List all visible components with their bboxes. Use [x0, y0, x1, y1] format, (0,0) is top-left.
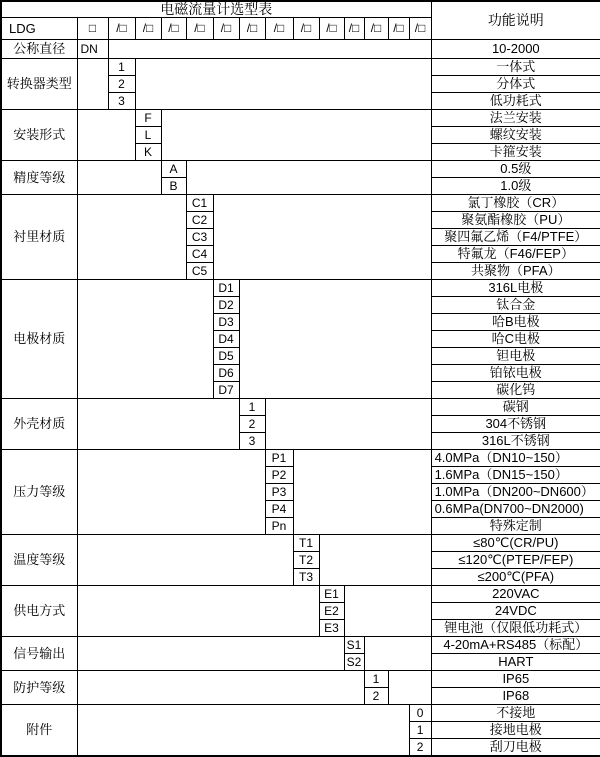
pressure-rating-code: P2 — [265, 467, 293, 484]
electrode-material-desc: 哈B电极 — [431, 314, 600, 331]
power-supply-desc: 24VDC — [431, 603, 600, 620]
model-slot-box-3: /□ — [161, 18, 186, 40]
empty-cell — [239, 348, 431, 365]
empty-cell — [77, 331, 213, 348]
empty-cell — [77, 263, 186, 280]
empty-cell — [213, 195, 431, 212]
liner-material-code: C1 — [186, 195, 213, 212]
empty-cell — [213, 229, 431, 246]
pressure-rating-code: P1 — [265, 450, 293, 467]
empty-cell — [108, 40, 431, 59]
temperature-rating-code: T2 — [293, 552, 319, 569]
row-label-liner-material: 衬里材质 — [1, 195, 77, 280]
model-slot-box-9: /□ — [319, 18, 344, 40]
empty-cell — [77, 297, 213, 314]
empty-cell — [213, 263, 431, 280]
empty-cell — [293, 501, 431, 518]
transducer-type-desc: 一体式 — [431, 59, 600, 76]
empty-cell — [77, 467, 265, 484]
liner-material-desc: 聚氨酯橡胶（PU） — [431, 212, 600, 229]
pressure-rating-code: P3 — [265, 484, 293, 501]
model-slot-box-7: /□ — [265, 18, 293, 40]
empty-cell — [265, 433, 431, 450]
empty-cell — [364, 637, 431, 654]
pressure-rating-desc: 1.0MPa（DN200~DN600） — [431, 484, 600, 501]
transducer-type-desc: 低功耗式 — [431, 93, 600, 110]
row-label-accuracy-class: 精度等级 — [1, 161, 77, 195]
transducer-type-code: 1 — [108, 59, 135, 76]
liner-material-code: C3 — [186, 229, 213, 246]
model-prefix-ldg: LDG — [1, 18, 77, 40]
empty-cell — [319, 552, 431, 569]
empty-cell — [77, 552, 293, 569]
empty-cell — [239, 382, 431, 399]
empty-cell — [161, 144, 431, 161]
accuracy-class-code: B — [161, 178, 186, 195]
electrode-material-code: D6 — [213, 365, 239, 382]
signal-output-code: S1 — [344, 637, 364, 654]
electrode-material-desc: 316L电极 — [431, 280, 600, 297]
protection-class-desc: IP65 — [431, 671, 600, 688]
empty-cell — [77, 671, 364, 688]
empty-cell — [135, 76, 431, 93]
power-supply-code: E1 — [319, 586, 344, 603]
empty-cell — [239, 331, 431, 348]
electrode-material-desc: 钛合金 — [431, 297, 600, 314]
pressure-rating-code: Pn — [265, 518, 293, 535]
empty-cell — [77, 280, 213, 297]
accessories-desc: 刮刀电极 — [431, 739, 600, 757]
model-first-slot-box: □ — [77, 18, 108, 40]
row-label-nominal-diameter: 公称直径 — [1, 40, 77, 59]
accessories-code: 0 — [409, 705, 431, 722]
temperature-rating-code: T3 — [293, 569, 319, 586]
row-label-electrode-material: 电极材质 — [1, 280, 77, 399]
row-label-protection-class: 防护等级 — [1, 671, 77, 705]
installation-type-desc: 法兰安装 — [431, 110, 600, 127]
nominal-diameter-desc: 10-2000 — [431, 40, 600, 59]
empty-cell — [77, 229, 186, 246]
pressure-rating-desc: 特殊定制 — [431, 518, 600, 535]
empty-cell — [364, 654, 431, 671]
empty-cell — [265, 416, 431, 433]
empty-cell — [77, 450, 265, 467]
electrode-material-code: D3 — [213, 314, 239, 331]
pressure-rating-desc: 4.0MPa（DN10~150） — [431, 450, 600, 467]
accuracy-class-code: A — [161, 161, 186, 178]
housing-material-code: 2 — [239, 416, 265, 433]
protection-class-desc: IP68 — [431, 688, 600, 705]
electrode-material-desc: 钽电极 — [431, 348, 600, 365]
empty-cell — [77, 59, 108, 76]
empty-cell — [239, 297, 431, 314]
function-column-header: 功能说明 — [431, 1, 600, 40]
row-label-temperature-rating: 温度等级 — [1, 535, 77, 586]
empty-cell — [77, 399, 239, 416]
temperature-rating-code: T1 — [293, 535, 319, 552]
empty-cell — [344, 586, 431, 603]
empty-cell — [77, 195, 186, 212]
empty-cell — [186, 161, 431, 178]
temperature-rating-desc: ≤80℃(CR/PU) — [431, 535, 600, 552]
temperature-rating-desc: ≤120℃(PTEP/FEP) — [431, 552, 600, 569]
liner-material-code: C2 — [186, 212, 213, 229]
signal-output-code: S2 — [344, 654, 364, 671]
empty-cell — [265, 399, 431, 416]
housing-material-desc: 碳钢 — [431, 399, 600, 416]
power-supply-code: E2 — [319, 603, 344, 620]
empty-cell — [77, 178, 161, 195]
empty-cell — [77, 314, 213, 331]
empty-cell — [77, 518, 265, 535]
empty-cell — [293, 450, 431, 467]
empty-cell — [77, 382, 213, 399]
signal-output-desc: 4-20mA+RS485（标配） — [431, 637, 600, 654]
empty-cell — [388, 671, 431, 688]
liner-material-desc: 共聚物（PFA） — [431, 263, 600, 280]
accessories-code: 2 — [409, 739, 431, 757]
empty-cell — [77, 654, 344, 671]
empty-cell — [319, 535, 431, 552]
empty-cell — [77, 76, 108, 93]
housing-material-code: 3 — [239, 433, 265, 450]
liner-material-desc: 聚四氟乙烯（F4/PTFE） — [431, 229, 600, 246]
empty-cell — [77, 688, 364, 705]
model-slot-box-10: /□ — [344, 18, 364, 40]
empty-cell — [388, 688, 431, 705]
empty-cell — [344, 620, 431, 637]
empty-cell — [77, 705, 409, 722]
empty-cell — [239, 365, 431, 382]
transducer-type-code: 2 — [108, 76, 135, 93]
installation-type-code: L — [135, 127, 161, 144]
empty-cell — [213, 246, 431, 263]
empty-cell — [77, 416, 239, 433]
empty-cell — [293, 518, 431, 535]
empty-cell — [77, 127, 135, 144]
empty-cell — [293, 467, 431, 484]
empty-cell — [77, 620, 319, 637]
accessories-desc: 接地电极 — [431, 722, 600, 739]
model-slot-box-13: /□ — [409, 18, 431, 40]
empty-cell — [239, 280, 431, 297]
electrode-material-desc: 铂铱电极 — [431, 365, 600, 382]
empty-cell — [77, 535, 293, 552]
model-slot-box-5: /□ — [213, 18, 239, 40]
model-slot-box-8: /□ — [293, 18, 319, 40]
empty-cell — [77, 110, 135, 127]
accessories-desc: 不接地 — [431, 705, 600, 722]
pressure-rating-code: P4 — [265, 501, 293, 518]
empty-cell — [239, 314, 431, 331]
empty-cell — [135, 93, 431, 110]
model-slot-box-6: /□ — [239, 18, 265, 40]
power-supply-desc: 220VAC — [431, 586, 600, 603]
model-slot-box-4: /□ — [186, 18, 213, 40]
liner-material-code: C5 — [186, 263, 213, 280]
installation-type-desc: 卡箍安装 — [431, 144, 600, 161]
empty-cell — [77, 739, 409, 757]
empty-cell — [77, 637, 344, 654]
transducer-type-code: 3 — [108, 93, 135, 110]
empty-cell — [161, 127, 431, 144]
electrode-material-code: D4 — [213, 331, 239, 348]
temperature-rating-desc: ≤200℃(PFA) — [431, 569, 600, 586]
electrode-material-code: D5 — [213, 348, 239, 365]
pressure-rating-desc: 0.6MPa(DN700~DN2000) — [431, 501, 600, 518]
empty-cell — [186, 178, 431, 195]
row-label-installation-type: 安装形式 — [1, 110, 77, 161]
housing-material-code: 1 — [239, 399, 265, 416]
empty-cell — [77, 348, 213, 365]
empty-cell — [77, 246, 186, 263]
installation-type-code: K — [135, 144, 161, 161]
signal-output-desc: HART — [431, 654, 600, 671]
row-label-power-supply: 供电方式 — [1, 586, 77, 637]
row-label-signal-output: 信号输出 — [1, 637, 77, 671]
electrode-material-desc: 碳化钨 — [431, 382, 600, 399]
empty-cell — [77, 484, 265, 501]
empty-cell — [319, 569, 431, 586]
empty-cell — [77, 569, 293, 586]
housing-material-desc: 316L不锈钢 — [431, 433, 600, 450]
liner-material-code: C4 — [186, 246, 213, 263]
table-title: 电磁流量计选型表 — [1, 1, 431, 18]
empty-cell — [77, 212, 186, 229]
pressure-rating-desc: 1.6MPa（DN15~150） — [431, 467, 600, 484]
power-supply-code: E3 — [319, 620, 344, 637]
power-supply-desc: 锂电池（仅限低功耗式） — [431, 620, 600, 637]
model-slot-box-11: /□ — [364, 18, 388, 40]
empty-cell — [77, 722, 409, 739]
model-slot-box-2: /□ — [135, 18, 161, 40]
electrode-material-code: D2 — [213, 297, 239, 314]
empty-cell — [344, 603, 431, 620]
empty-cell — [161, 110, 431, 127]
electrode-material-desc: 哈C电极 — [431, 331, 600, 348]
accuracy-class-desc: 1.0级 — [431, 178, 600, 195]
liner-material-desc: 特氟龙（F46/FEP） — [431, 246, 600, 263]
housing-material-desc: 304不锈钢 — [431, 416, 600, 433]
installation-type-desc: 螺纹安装 — [431, 127, 600, 144]
liner-material-desc: 氯丁橡胶（CR） — [431, 195, 600, 212]
empty-cell — [77, 586, 319, 603]
accuracy-class-desc: 0.5级 — [431, 161, 600, 178]
empty-cell — [213, 212, 431, 229]
electrode-material-code: D1 — [213, 280, 239, 297]
empty-cell — [77, 603, 319, 620]
transducer-type-desc: 分体式 — [431, 76, 600, 93]
empty-cell — [77, 161, 161, 178]
installation-type-code: F — [135, 110, 161, 127]
empty-cell — [77, 144, 135, 161]
accessories-code: 1 — [409, 722, 431, 739]
row-label-transducer-type: 转换器类型 — [1, 59, 77, 110]
nominal-diameter-code: DN — [77, 40, 108, 59]
model-slot-box-12: /□ — [388, 18, 409, 40]
electrode-material-code: D7 — [213, 382, 239, 399]
empty-cell — [77, 93, 108, 110]
empty-cell — [77, 433, 239, 450]
row-label-accessories: 附件 — [1, 705, 77, 757]
empty-cell — [293, 484, 431, 501]
row-label-housing-material: 外壳材质 — [1, 399, 77, 450]
empty-cell — [77, 501, 265, 518]
empty-cell — [135, 59, 431, 76]
protection-class-code: 1 — [364, 671, 388, 688]
row-label-pressure-rating: 压力等级 — [1, 450, 77, 535]
model-slot-box-1: /□ — [108, 18, 135, 40]
empty-cell — [77, 365, 213, 382]
protection-class-code: 2 — [364, 688, 388, 705]
